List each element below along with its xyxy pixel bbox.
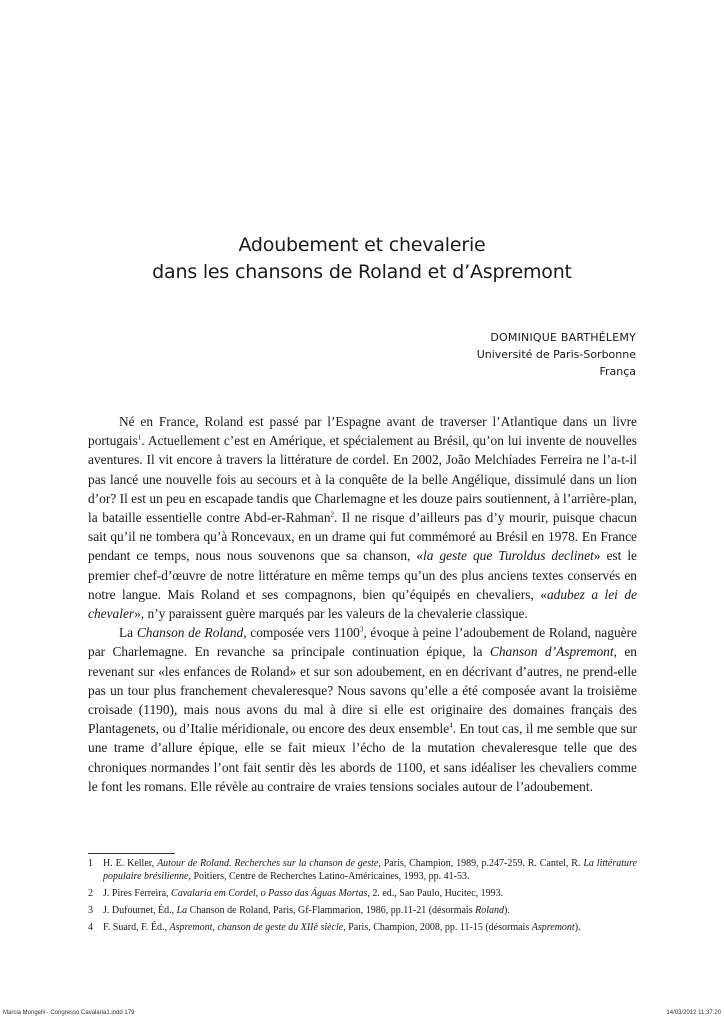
text-run: , Paris, Champion, 1989, p.247-259. R. Cantel, R. (378, 858, 584, 869)
footnote-ref-3[interactable]: 3 (359, 625, 364, 634)
text-run: , 2. ed., Sao Paulo, Hucitec, 1993. (367, 888, 504, 899)
paragraph-2 (88, 623, 637, 796)
title-italic: Aspremont (531, 922, 575, 933)
title-line-2: dans les chansons de Roland et d’Aspremont (152, 261, 572, 283)
footnote-number: 1 (88, 858, 93, 869)
title-line-1: Adoubement et chevalerie (238, 234, 486, 256)
title-italic: Chanson d’Aspremont (489, 644, 614, 660)
text-run: Chanson de Roland, Paris, Gf-Flammarion, 1986, pp.11-21 (désormais (187, 905, 476, 916)
text-run: H. E. Keller, (103, 858, 158, 869)
quote-italic: adubez a lei de chevaler (88, 586, 637, 622)
paragraph-1 (88, 412, 637, 623)
print-slug-timestamp: 14/03/2012 11:37:20 (666, 1010, 721, 1016)
text-run: . En tout cas, il me semble que sur une trame d’allure épique, elle se fait mieux l’écho de la mutation chevaleresque telle que des chroniques normandes l’ont fait sentir dès les abords de 1100, et sans idéaliser les chevaliers comme le font les romans. Elle révèle au contraire de vraies tensions sociales autour de l’adoubement. (88, 721, 637, 794)
print-slug-file: Marcia Mongelli - Congresso Cavalaria1.indd 179 (3, 1010, 135, 1016)
author-name: DOMINIQUE BARTHÉLEMY (490, 331, 636, 344)
text-run: Né en France, Roland est passé par l’Espagne avant de traverser l’Atlantique dans un livre portugais (88, 414, 637, 449)
footnotes (88, 857, 637, 938)
text-run: . Actuellement c’est en Amérique, et spécialement au Brésil, qu’on lui invente de nouvelles aventures. Il vit encore à travers la littérature de cordel. En 2002, João Melchíades Ferreira ne l’a-t-il pas lancé une nouvelle fois au secours et à la conquête de la belle Angélique, dissimulé dans un lion d’or? Il est un peu en escapade tandis que Charlemagne et les douze pairs soutiennent, à l’arrière-plan, la bataille essentielle contre Abd-er-Rahman (88, 433, 637, 526)
text-run: » est le premier chef-d’œuvre de notre littérature en même temps qu’un des plus anciens textes conservés en notre langue. Mais Roland et ses compagnons, bien qu’équipés en chevaliers, « (88, 548, 637, 602)
footnote-2 (88, 887, 637, 900)
title-italic: La (176, 905, 188, 916)
footnote-3 (88, 904, 637, 917)
footnote-1 (88, 857, 637, 883)
footnote-number: 3 (88, 905, 93, 916)
title-italic: Chanson de Roland (136, 625, 244, 641)
title-italic: Autour de Roland. Recherches sur la chanson de geste (157, 858, 379, 869)
text-run: , composée vers 1100 (243, 625, 360, 641)
page-title (0, 232, 724, 286)
footnote-separator (88, 853, 175, 854)
footnote-ref-1[interactable]: 1 (137, 433, 142, 442)
author-country: França (599, 365, 636, 378)
text-run: , évoque à peine l’adoubement de Roland, naguère par Charlemagne. En revanche sa principale continuation épique, la (88, 625, 637, 660)
text-run: J. Pires Ferreira, (103, 888, 172, 899)
title-italic: Aspremont, chanson de geste du XIIè siècle (169, 922, 344, 933)
text-run: F. Suard, F. Éd., (103, 922, 170, 933)
footnote-number: 2 (88, 888, 93, 899)
text-run: », n’y paraissent guère marqués par les valeurs de la chevalerie classique. (134, 606, 528, 622)
text-run: . Il ne risque d’ailleurs pas d’y mourir, puisque chacun sait qu’il ne tombera qu’à Roncevaux, en un drame qui fut commémoré au Brésil en 1978. En France pendant ce temps, nous nous souvenons que sa chanson, « (88, 510, 637, 564)
footnote-4 (88, 921, 637, 934)
footnote-number: 4 (88, 922, 93, 933)
text-run: J. Dufournet, Éd., (103, 905, 177, 916)
author-block (477, 329, 636, 380)
text-run: ). (504, 905, 510, 916)
title-italic: Cavalaria em Cordel, o Passo das Águas Mortas (171, 888, 368, 899)
quote-italic: la geste que Turoldus declinet (423, 548, 594, 564)
text-run: ). (574, 922, 581, 933)
text-run: La (119, 625, 137, 641)
text-run: , en revenant sur «les enfances de Roland» et sur son adoubement, en en décrivant d’autres, ne prend-elle pas un tour plus franchement chevaleresque? Nous savons qu’elle a été composée avant la troisième croisade (1190), mais nous avons du mal à dire si elle est originaire des domaines français des Plantagenets, ou d’Italie méridionale, ou encore des deux ensemble (88, 644, 637, 737)
title-italic: La littérature populaire brésilienne (103, 858, 637, 882)
footnote-ref-2[interactable]: 2 (330, 510, 335, 519)
footnote-ref-4[interactable]: 4 (449, 721, 453, 730)
title-italic: Roland (475, 905, 504, 916)
author-affiliation: Université de Paris-Sorbonne (476, 348, 636, 361)
text-run: , Poitiers, Centre de Recherches Latino-Américaines, 1993, pp. 41-53. (188, 871, 470, 882)
article-body (88, 412, 637, 796)
text-run: , Paris, Champion, 2008, pp. 11-15 (désormais (343, 922, 532, 933)
